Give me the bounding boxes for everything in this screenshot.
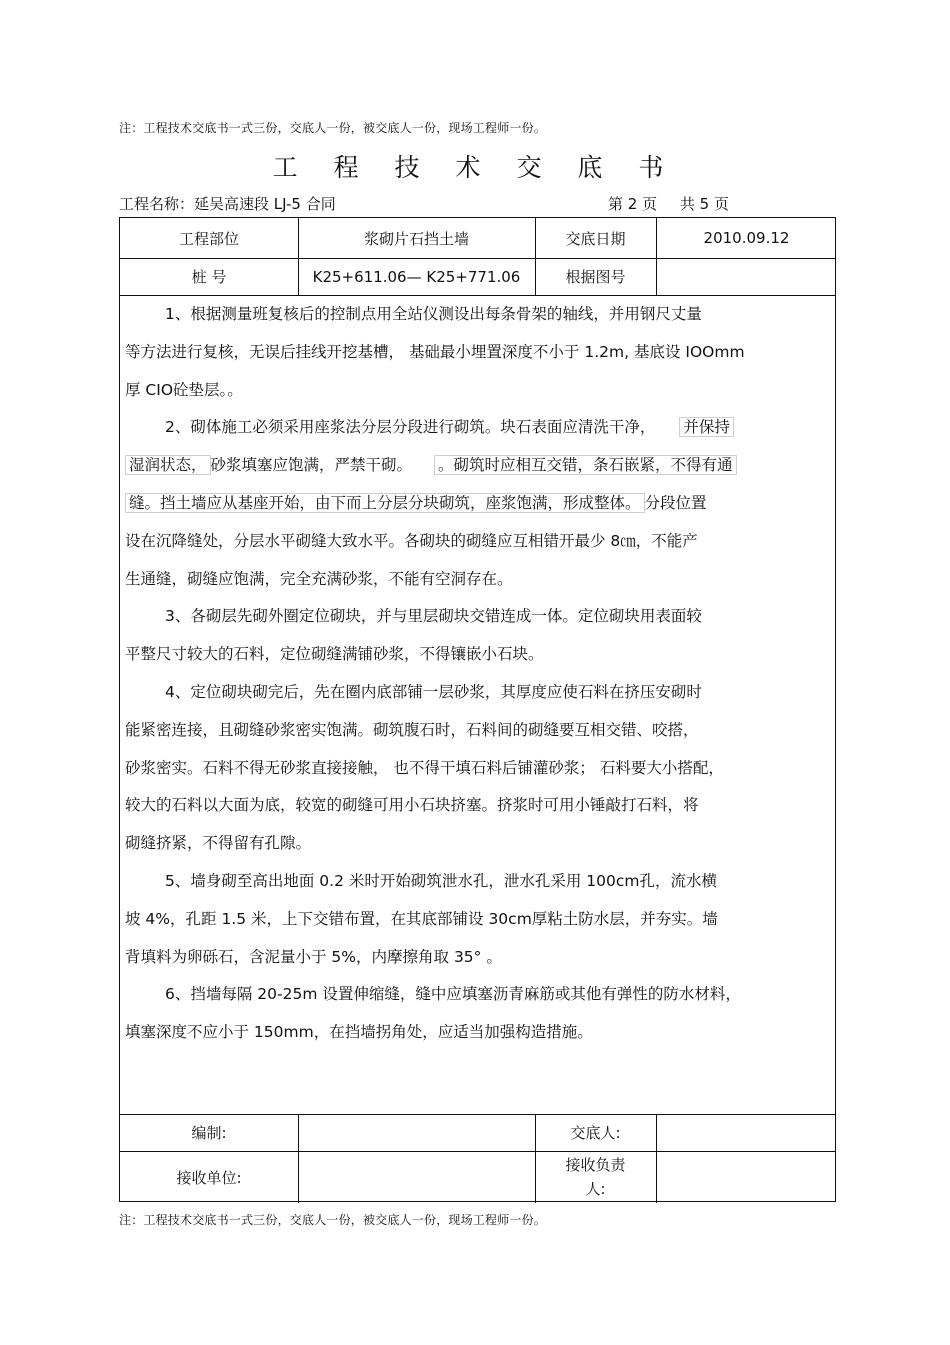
stake-number-label: 桩 号 — [191, 268, 227, 286]
content-line: 平整尺寸较大的石料，定位砌缝满铺砂浆，不得镶嵌小石块。 — [125, 645, 544, 664]
receiving-head-label-line1: 接收负责 — [565, 1156, 626, 1174]
content-line: 厚 CIO砼垫层。。 — [125, 380, 243, 399]
stake-number-value: K25+611.06— K25+771.06 — [312, 267, 521, 286]
content-line: 砂浆密实。石料不得无砂浆直接接触， 也不得干填石料后铺灌砂浆； 石料要大小搭配， — [125, 758, 724, 777]
document-title: 工 程 技 术 交 底 书 — [272, 153, 678, 182]
content-fragment-boxed: 缝。挡土墙应从基座开始，由下而上分层分块砌筑，座浆饱满，形成整体。 — [125, 493, 645, 513]
content-line: 4、定位砌块砌完后，先在圈内底部铺一层砂浆，其厚度应使石料在挤压安砌时 — [165, 682, 702, 701]
content-line — [125, 409, 845, 447]
content-fragment: 砂浆填塞应饱满，严禁干砌。 — [210, 456, 413, 475]
content-line: 背填料为卵砾石，含泥量小于 5%，内摩擦角取 35° 。 — [125, 947, 502, 966]
page-info — [608, 193, 747, 214]
content-fragment-boxed: 并保持 — [679, 417, 734, 437]
project-name: 工程名称：延吴高速段 LJ-5 合同 — [119, 195, 336, 213]
disclosure-table — [119, 217, 836, 1202]
content-fragment: 分段位置 — [644, 493, 707, 512]
page-number: 第 2 页 — [608, 195, 658, 213]
content-line: 砌缝挤紧，不得留有孔隙。 — [125, 834, 312, 853]
project-part-label: 工程部位 — [178, 229, 239, 248]
page-total: 共 5 页 — [679, 195, 729, 213]
content-line: 较大的石料以大面为底，较宽的砌缝可用小石块挤塞。挤浆时可用小锤敲打石料，将 — [125, 796, 699, 815]
disclosure-date-value: 2010.09.12 — [703, 229, 790, 247]
discloser-label: 交底人: — [570, 1124, 621, 1142]
content-line: 坡 4%，孔距 1.5 米，上下交错布置，在其底部铺设 30cm厚粘土防水层，并夯实。墙 — [125, 909, 718, 928]
receiving-head-value[interactable] — [656, 1151, 837, 1203]
content-line: 生通缝，砌缝应饱满，完全充满砂浆，不能有空洞存在。 — [125, 569, 513, 588]
content-line: 设在沉降缝处，分层水平砌缝大致水平。各砌块的砌缝应互相错开最少 8㎝，不能产 — [125, 531, 698, 550]
content-fragment-boxed: 。砌筑时应相互交错，条石嵌紧，不得有通 — [434, 455, 737, 475]
content-line: 填塞深度不应小于 150mm，在挡墙拐角处，应适当加强构造措施。 — [125, 1023, 593, 1042]
content-line: 5、墙身砌至高出地面 0.2 米时开始砌筑泄水孔，泄水孔采用 100cm孔，流水横 — [165, 871, 718, 890]
project-part-value: 浆砌片石挡土墙 — [363, 229, 469, 248]
disclosure-date-label: 交底日期 — [565, 229, 626, 248]
content-line: 6、挡墙每隔 20-25m 设置伸缩缝，缝中应填塞沥青麻筋或其他有弹性的防水材料， — [165, 985, 741, 1004]
content-line: 3、各砌层先砌外圈定位砌块，并与里层砌块交错连成一体。定位砌块用表面较 — [165, 607, 702, 626]
content-line: 1、根据测量班复核后的控制点用全站仪测设出每条骨架的轴线，并用钢尺丈量 — [165, 305, 702, 323]
disclosure-content — [125, 296, 845, 1052]
drawing-number-label: 根据图号 — [565, 268, 626, 286]
content-line — [125, 485, 845, 523]
drawing-number-value — [656, 258, 837, 295]
receiving-head-label-line2: 人: — [585, 1180, 606, 1198]
discloser-value[interactable] — [656, 1114, 837, 1151]
content-line: 等方法进行复核，无误后挂线开挖基槽， 基础最小埋置深度不小于 1.2m, 基底设 IOOmm — [125, 342, 745, 361]
content-line — [125, 447, 845, 485]
receiving-unit-value[interactable] — [298, 1151, 535, 1203]
receiving-unit-label: 接收单位: — [176, 1168, 242, 1187]
receiving-head-label — [535, 1151, 656, 1203]
content-fragment-boxed: 湿润状态， — [125, 455, 211, 475]
compiler-label: 编制: — [191, 1124, 227, 1142]
note-top: 注：工程技术交底书一式三份，交底人一份，被交底人一份，现场工程师一份。 — [119, 121, 547, 135]
note-bottom: 注：工程技术交底书一式三份，交底人一份，被交底人一份，现场工程师一份。 — [119, 1213, 547, 1227]
compiler-value[interactable] — [298, 1114, 535, 1151]
content-fragment: 2、砌体施工必须采用座浆法分层分段进行砌筑。块石表面应清洗干净， — [165, 418, 656, 437]
content-line: 能紧密连接，且砌缝砂浆密实饱满。砌筑腹石时，石料间的砌缝要互相交错、咬搭， — [125, 720, 699, 739]
